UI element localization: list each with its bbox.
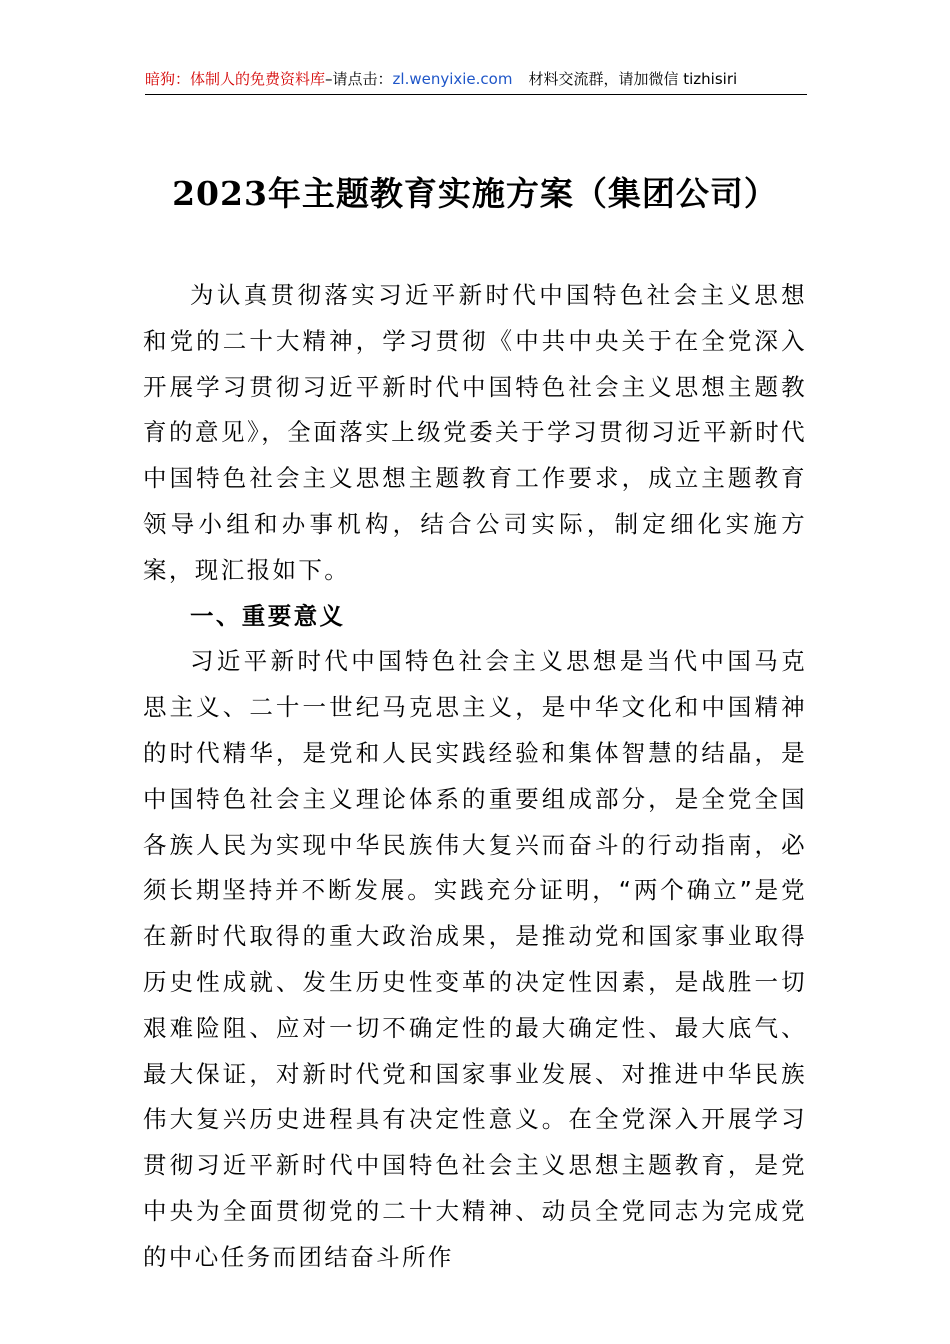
page-header xyxy=(145,66,807,95)
header-brand: 暗狗：体制人的免费资料库 xyxy=(145,70,326,88)
document-body xyxy=(143,273,807,1281)
intro-paragraph: 为认真贯彻落实习近平新时代中国特色社会主义思想和党的二十大精神，学习贯彻《中共中央关于在全党深入开展学习贯彻习近平新时代中国特色社会主义思想主题教育的意见》，全面落实上级党委关于学习贯彻习近平新时代中国特色社会主义思想主题教育工作要求，成立主题教育领导小组和办事机构，结合公司实际，制定细化实施方案，现汇报如下。 xyxy=(143,281,807,584)
header-click-prompt: –请点击： xyxy=(325,70,393,88)
section-paragraph: 习近平新时代中国特色社会主义思想是当代中国马克思主义、二十一世纪马克思主义，是中华文化和中国精神的时代精华，是党和人民实践经验和集体智慧的结晶，是中国特色社会主义理论体系的重要组成部分，是全党全国各族人民为实现中华民族伟大复兴而奋斗的行动指南，必须长期坚持并不断发展。实践充分证明，“两个确立”是党在新时代取得的重大政治成果，是推动党和国家事业取得历史性成就、发生历史性变革的决定性因素，是战胜一切艰难险阻、应对一切不确定性的最大确定性、最大底气、最大保证，对新时代党和国家事业发展、对推进中华民族伟大复兴历史进程具有决定性意义。在全党深入开展学习贯彻习近平新时代中国特色社会主义思想主题教育，是党中央为全面贯彻党的二十大精神、动员全党同志为完成党的中心任务而团结奋斗所作 xyxy=(143,647,807,1271)
document-title: 2023年主题教育实施方案（集团公司） xyxy=(172,174,778,213)
header-wechat-note: 材料交流群，请加微信 tizhisiri xyxy=(528,70,738,88)
header-url-link[interactable]: zl.wenyixie.com xyxy=(392,70,513,88)
section-heading: 一、重要意义 xyxy=(190,601,346,630)
